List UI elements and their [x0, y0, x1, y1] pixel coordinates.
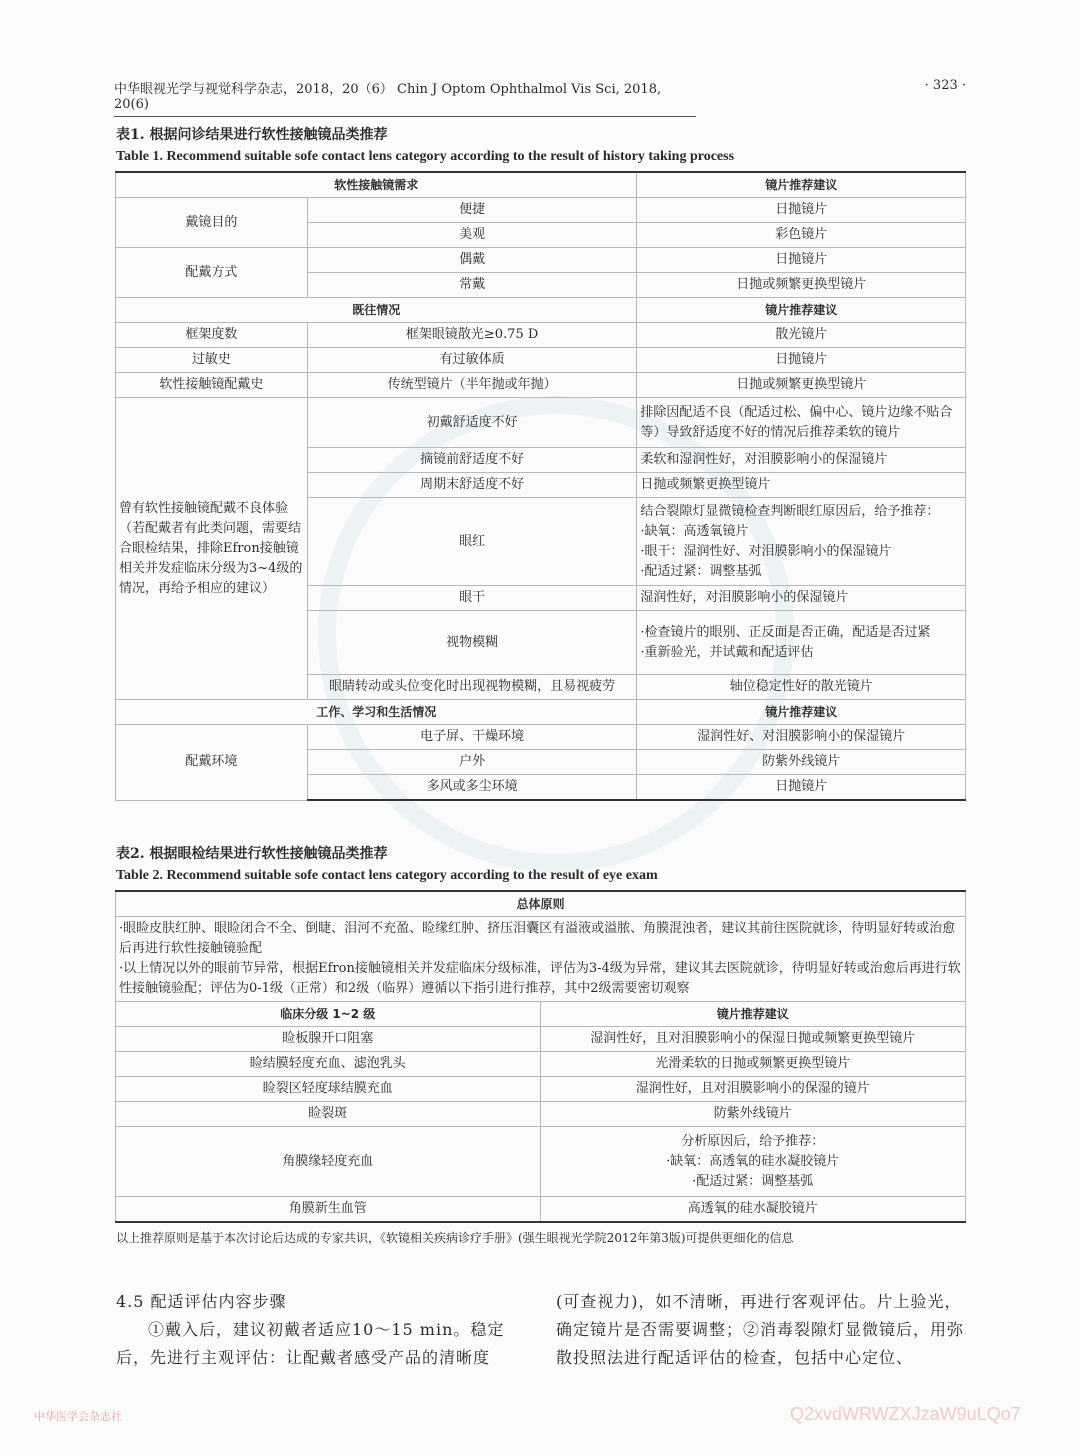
table-cell: 摘镜前舒适度不好 — [307, 448, 637, 473]
table-cell: 高透氧的硅水凝胶镜片 — [540, 1197, 966, 1223]
cell-line: 结合裂隙灯显微镜检查判断眼红原因后，给予推荐： — [640, 503, 940, 519]
table-header: 软性接触镜需求 — [116, 172, 637, 198]
table-cell: 软性接触镜配戴史 — [116, 373, 308, 398]
page-number: · 323 · — [924, 78, 966, 93]
table-cell: 日抛或频繁更换型镜片 — [637, 473, 966, 498]
table-cell: 湿润性好，且对泪膜影响小的保湿日抛或频繁更换型镜片 — [540, 1027, 966, 1052]
section-heading: 4.5 配适评估内容步骤 — [116, 1292, 287, 1311]
table-footnote: 以上推荐原则是基于本次讨论后达成的专家共识，《软镜相关疾病诊疗手册》(强生眼视光学院2012年第3版)可提供更细化的信息 — [116, 1231, 794, 1245]
cell-line: ·配适过紧：调整基弧 — [640, 563, 762, 579]
table-cell: 眼干 — [307, 586, 637, 611]
table-header: 镜片推荐建议 — [637, 700, 966, 725]
table-cell: 排除因配适不良（配适过松、偏中心、镜片边缘不贴合等）导致舒适度不好的情况后推荐柔软的镜片 — [637, 398, 966, 448]
table-cell: 角膜缘轻度充血 — [116, 1127, 541, 1197]
table-cell: 湿润性好，对泪膜影响小的保湿镜片 — [637, 586, 966, 611]
table-cell: 防紫外线镜片 — [540, 1102, 966, 1127]
table-cell: 曾有软性接触镜配戴不良体验（若配戴者有此类问题，需要结合眼检结果，排除Efron接触镜相关并发症临床分级为3~4级的情况，再给予相应的建议） — [116, 398, 308, 700]
table-cell: 周期末舒适度不好 — [307, 473, 637, 498]
table-header: 镜片推荐建议 — [540, 1002, 966, 1027]
table-cell: 光滑柔软的日抛或频繁更换型镜片 — [540, 1052, 966, 1077]
table2-caption-en: Table 2. Recommend suitable sofe contact lens category according to the result of eye exam — [116, 868, 658, 883]
paragraph: (可查视力)，如不清晰，再进行客观评估。片上验光，确定镜片是否需要调整；②消毒裂隙灯显微镜后，用弥散投照法进行配适评估的检查，包括中心定位、 — [556, 1292, 965, 1367]
table-header: 工作、学习和生活情况 — [116, 700, 637, 725]
cell-line: ·缺氧：高透氧镜片 — [640, 523, 749, 539]
table-header: 总体原则 — [116, 891, 966, 917]
table-cell: 柔软和湿润性好，对泪膜影响小的保湿镜片 — [637, 448, 966, 473]
cell-line: ·重新验光，并试戴和配适评估 — [640, 644, 814, 660]
table-cell: 框架度数 — [116, 323, 308, 348]
table-cell: 日抛镜片 — [637, 248, 966, 273]
table-cell: 户外 — [307, 750, 637, 775]
table-cell: 防紫外线镜片 — [637, 750, 966, 775]
table-cell: 有过敏体质 — [307, 348, 637, 373]
cell-line: 分析原因后，给予推荐： — [681, 1133, 825, 1149]
cell-line: ·配适过紧：调整基弧 — [692, 1173, 814, 1189]
table-cell: 日抛镜片 — [637, 198, 966, 223]
principle-2: ·以上情况以外的眼前节异常，根据Efron接触镜相关并发症临床分级标准，评估为3-4级为异常，建议其去医院就诊，待明显好转或治愈后再进行软性接触镜验配；评估为0-1级（正常）和2级（临界）遵循以下指引进行推荐，其中2级需要密切观察 — [119, 961, 961, 996]
table1-caption-cn: 表1. 根据问诊结果进行软性接触镜品类推荐 — [116, 127, 388, 143]
table-cell: 睑板腺开口阻塞 — [116, 1027, 541, 1052]
table-cell: 常戴 — [307, 273, 637, 298]
table-cell — [116, 917, 966, 1002]
principle-1: ·眼睑皮肤红肿、眼睑闭合不全、倒睫、泪河不充盈、睑缘红肿、挤压泪囊区有溢液或溢脓、角膜混浊者，建议其前往医院就诊，待明显好转或治愈后再进行软性接触镜验配 — [119, 921, 956, 956]
table-cell: 眼红 — [307, 498, 637, 586]
journal-citation: 中华眼视光学与视觉科学杂志，2018，20（6） Chin J Optom Ophthalmol Vis Sci, 2018, 20(6) — [114, 78, 696, 117]
table-cell — [637, 611, 966, 675]
table-cell: 初戴舒适度不好 — [307, 398, 637, 448]
table-cell: 视物模糊 — [307, 611, 637, 675]
table-cell: 配戴方式 — [116, 248, 308, 298]
table-cell: 湿润性好，且对泪膜影响小的保湿的镜片 — [540, 1077, 966, 1102]
table-cell: 睑裂斑 — [116, 1102, 541, 1127]
publisher-logo: 中华医学会杂志社 — [34, 1410, 122, 1423]
table-cell — [637, 498, 966, 586]
table-cell: 传统型镜片（半年抛或年抛） — [307, 373, 637, 398]
table-header: 镜片推荐建议 — [637, 298, 966, 323]
table-cell — [540, 1127, 966, 1197]
watermark-text: Q2xvdWRWZXJzaW9uLQo7 — [790, 1404, 1021, 1424]
body-left-column — [116, 1288, 526, 1372]
table-cell: 多风或多尘环境 — [307, 775, 637, 801]
table-header: 镜片推荐建议 — [637, 172, 966, 198]
table-cell: 框架眼镜散光≥0.75 D — [307, 323, 637, 348]
table-cell: 散光镜片 — [637, 323, 966, 348]
table-cell: 日抛或频繁更换型镜片 — [637, 273, 966, 298]
cell-line: ·检查镜片的眼别、正反面是否正确，配适是否过紧 — [640, 624, 931, 640]
table-header: 临床分级 1~2 级 — [116, 1002, 541, 1027]
table-cell: 美观 — [307, 223, 637, 248]
body-right-column — [556, 1288, 968, 1372]
table-header: 既往情况 — [116, 298, 637, 323]
table-cell: 日抛镜片 — [637, 348, 966, 373]
table-cell: 睑结膜轻度充血、滤泡乳头 — [116, 1052, 541, 1077]
cell-line: ·眼干：湿润性好、对泪膜影响小的保湿镜片 — [640, 543, 892, 559]
table-cell: 日抛镜片 — [637, 775, 966, 801]
table2-caption-cn: 表2. 根据眼检结果进行软性接触镜品类推荐 — [116, 846, 388, 862]
table-cell: 配戴环境 — [116, 725, 308, 801]
paragraph: ①戴入后，建议初戴者适应10～15 min。稳定后，先进行主观评估：让配戴者感受产品的清晰度 — [116, 1320, 505, 1367]
table-cell: 彩色镜片 — [637, 223, 966, 248]
table-cell: 偶戴 — [307, 248, 637, 273]
table-cell: 轴位稳定性好的散光镜片 — [637, 675, 966, 700]
table-cell: 电子屏、干燥环境 — [307, 725, 637, 750]
table-cell: 戴镜目的 — [116, 198, 308, 248]
table1-caption-en: Table 1. Recommend suitable sofe contact lens category according to the result of history taking process — [116, 149, 735, 164]
table-cell: 便捷 — [307, 198, 637, 223]
table-cell: 眼睛转动或头位变化时出现视物模糊，且易视疲劳 — [307, 675, 637, 700]
table-1 — [115, 171, 966, 801]
table-cell: 睑裂区轻度球结膜充血 — [116, 1077, 541, 1102]
running-header — [114, 78, 966, 112]
table-cell: 湿润性好、对泪膜影响小的保湿镜片 — [637, 725, 966, 750]
table-cell: 日抛或频繁更换型镜片 — [637, 373, 966, 398]
table-cell: 过敏史 — [116, 348, 308, 373]
table-2 — [115, 890, 966, 1223]
cell-line: ·缺氧：高透氧的硅水凝胶镜片 — [666, 1153, 840, 1169]
table-cell: 角膜新生血管 — [116, 1197, 541, 1223]
